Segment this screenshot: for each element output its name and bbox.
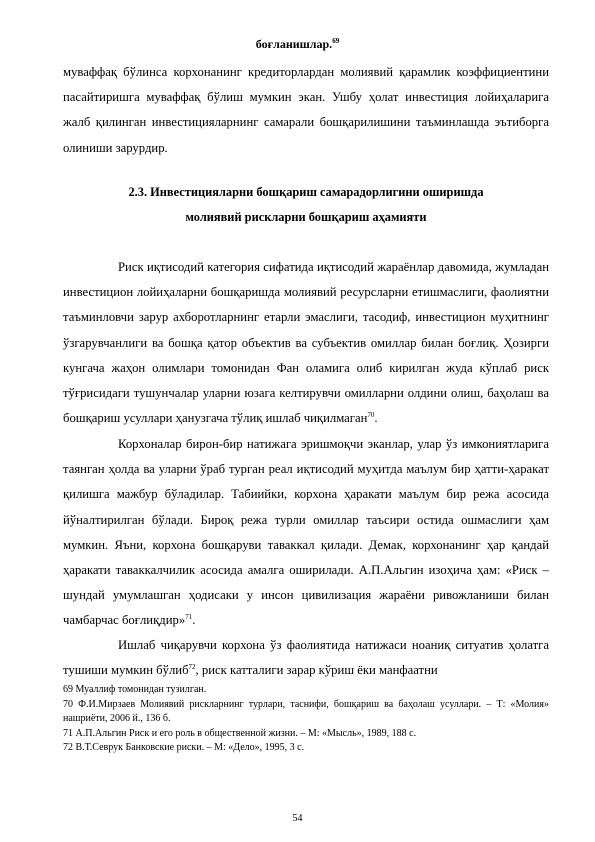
footnote-71: 71 А.П.Альгин Риск и его роль в общественной жизни. – М: «Мысль», 1989, 188 с. [63, 727, 417, 739]
paragraph-enterprises [63, 432, 549, 634]
continued-paragraph: муваффақ бўлинса корхонанинг кредиторлардан молиявий қарамлик коэффициентини пасайтиришга муваффақ бўлиш мумкин экан. Ушбу ҳолат инвестиция лойиҳаларига жалб қилинган инвестицияларнинг самарали бошқарилишини таъминлашда эътиборга олиниши зарурдир. [63, 65, 549, 155]
page-number: 54 [292, 813, 303, 824]
section-heading-line-2: молиявий рискларни бошқариш аҳамияти [185, 210, 427, 224]
paragraph-2-text: Корхоналар бирон-бир натижага эришмоқчи эканлар, улар ўз имкониятларига таянган ҳолда ва уларни ўраб турган реал иқтисодий муҳитда маълум бир ҳатти-ҳаракат қилишга мажбур бўладилар. Табиийки, корхона ҳаракати маълум бир режа асосида йўналтирилган бўлади. Бироқ режа турли омиллар таъсири остида ошмаслиги ҳам мумкин. Яъни, корхона бошқаруви таваккал қилади. Демак, корхонанинг ҳар қандай ҳаракати таваккалчилик асосида амалга оширилади. А.П.Альгин изоҳича ҳам: «Риск – шундай умумлашган ҳодисаки у инсон цивилизация жараёни ривожланиши билан чамбарчас боғлиқдир» [63, 437, 549, 628]
footnote-72: 72 В.Т.Севрук Банковские риски. – М: «Дело», 1995, 3 с. [63, 742, 305, 753]
footnote-ref-69: 69 [332, 37, 340, 45]
footnotes [63, 683, 549, 756]
paragraph-producer [63, 633, 549, 683]
footnote-70: 70 Ф.И.Мирзаев Молиявий рискларнинг турлари, таснифи, бошқариш ва баҳолаш усуллари. – Т: «Молия» нашриёти, 2006 й., 136 б. [63, 698, 549, 724]
paragraph-2-end: . [192, 613, 196, 628]
footnote-ref-72: 72 [188, 662, 196, 671]
fragment-text: боғланишлар. [255, 37, 333, 51]
footnote-69: 69 Муаллиф томонидан тузилган. [63, 684, 207, 695]
continued-heading-fragment [0, 37, 595, 52]
paragraph-1-end: . [374, 411, 378, 426]
paragraph-3-text-a: Ишлаб чиқарувчи корхона ўз фаолиятида натижаси ноаниқ ситуатив ҳолатга тушиши мумкин бўлиб [63, 638, 549, 678]
footnote-ref-70: 70 [367, 410, 375, 419]
paragraph-1-text: Риск иқтисодий категория сифатида иқтисодий жараёнлар давомида, жумладан инвестицион лойиҳаларни бошқаришда молиявий ресурсларни етишмаслиги, фаолиятни таъминловчи зарур ахборотларнинг етарли эмаслиги, тасодиф, инвестицион муҳитнинг ўзгарувчанлиги ва бошқа қатор объектив ва субъектив омиллар билан боғлиқ. Ҳозирги кунгача жаҳон олимлари томонидан Фан оламига олиб кирилган жуда кўплаб риск тўғрисидаги тушунчалар уларни юзага келтирувчи омилларни олдини олиш, баҳолаш ва бошқариш усуллари ҳанузгача тўлиқ ишлаб чиқилмаган [63, 260, 549, 426]
section-heading-line-1: 2.3. Инвестицияларни бошқариш самарадорлигини оширишда [128, 185, 484, 199]
paragraph-3-text-b: , риск катталиги зарар кўриш ёки манфаатни [195, 663, 438, 678]
paragraph-risk-category [63, 255, 549, 431]
footnote-ref-71: 71 [185, 613, 193, 622]
